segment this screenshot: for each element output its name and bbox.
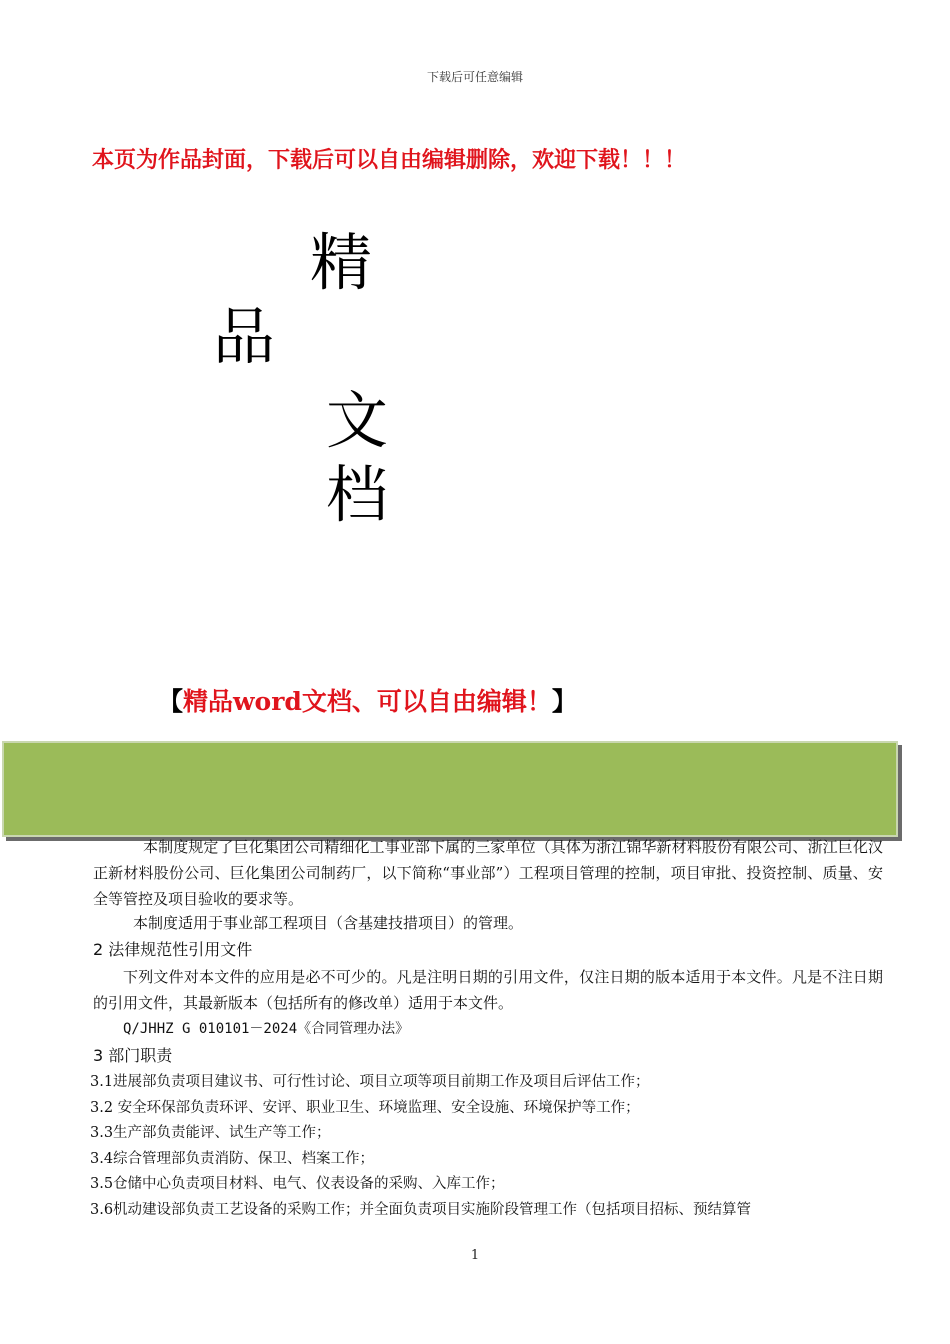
word-banner-text: 精品word文档、可以自由编辑！ (183, 687, 552, 716)
word-banner (158, 682, 577, 718)
cover-char-2: 品 (213, 300, 276, 373)
word-banner-open-bracket: 【 (158, 687, 184, 716)
references-paragraph: 下列文件对本文件的应用是必不可少的。凡是注明日期的引用文件，仅注日期的版本适用于本文件。凡是不注日期的引用文件，其最新版本（包括所有的修改单）适用于本文件。 (93, 968, 883, 1012)
page-number: 1 (470, 1248, 480, 1263)
header-note: 下载后可任意编辑 (426, 70, 523, 84)
reference-item: Q/JHHZ G 010101－2024《合同管理办法》 (123, 1021, 410, 1037)
cover-char-4: 档 (326, 458, 389, 531)
responsibility-list (90, 1070, 890, 1223)
green-title-box (2, 741, 898, 837)
list-item: 3.4综合管理部负责消防、保卫、档案工作； (90, 1150, 375, 1167)
scope-paragraph: 本制度规定了巨化集团公司精细化工事业部下属的三家单位（具体为浙江锦华新材料股份有限公司、浙江巨化汉正新材料股份公司、巨化集团公司制药厂，以下简称“事业部”）工程项目管理的控制，项目审批、投资控制、质量、安全等管控及项目验收的要求等。 (93, 838, 883, 908)
list-item: 3.2 安全环保部负责环评、安评、职业卫生、环境监理、安全设施、环境保护等工作； (90, 1099, 640, 1116)
cover-banner: 本页为作品封面，下载后可以自由编辑删除，欢迎下载！！！ (92, 148, 687, 173)
section-heading-3: 3 部门职责 (93, 1046, 173, 1065)
list-item: 3.3生产部负责能评、试生产等工作； (90, 1125, 331, 1141)
list-item: 3.5仓储中心负责项目材料、电气、仪表设备的采购、入库工作； (90, 1176, 505, 1192)
cover-char-1: 精 (310, 226, 373, 299)
list-item: 3.6机动建设部负责工艺设备的采购工作；并全面负责项目实施阶段管理工作（包括项目招标、预结算管 (90, 1201, 752, 1218)
applicability-paragraph: 本制度适用于事业部工程项目（含基建技措项目）的管理。 (133, 914, 524, 932)
list-item: 3.1进展部负责项目建议书、可行性讨论、项目立项等项目前期工作及项目后评估工作； (90, 1074, 650, 1090)
section-heading-2: 2 法律规范性引用文件 (93, 940, 253, 959)
cover-char-3: 文 (326, 384, 389, 457)
word-banner-close-bracket: 】 (551, 687, 577, 716)
